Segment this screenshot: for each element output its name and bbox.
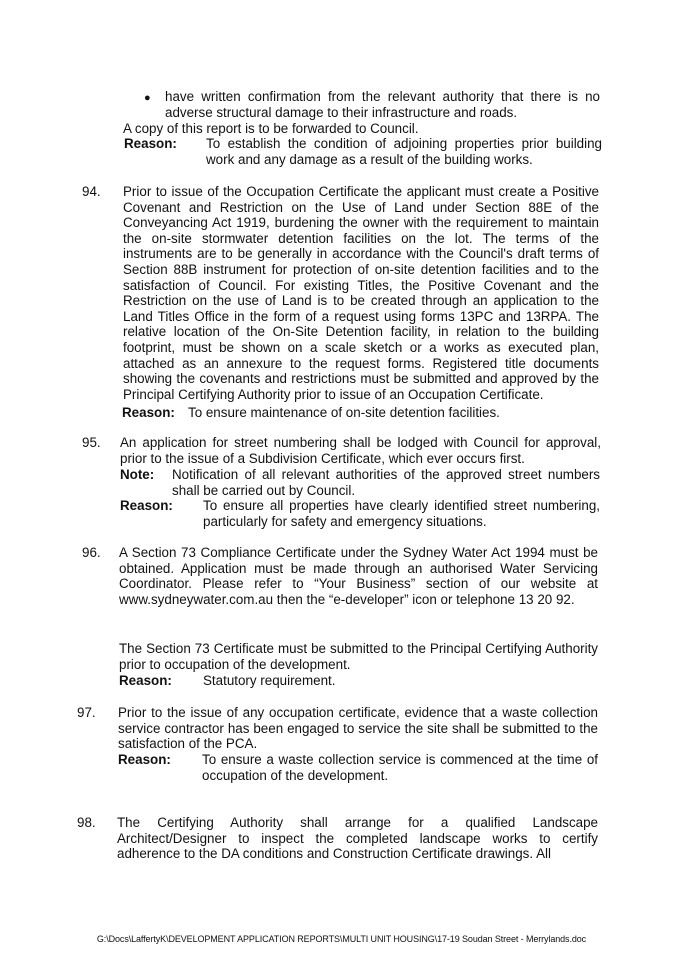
reason-label: Reason: [124,136,177,151]
item-text: The Certifying Authority shall arrange for a qualified Landscape Architect/Designer to inspect the completed landscape works to certify adherence to the DA conditions and Construction Certificate drawings. All [117,815,598,862]
reason-label: Reason: [122,405,175,420]
reason-label: Reason: [118,752,171,767]
item-text: A Section 73 Compliance Certificate under the Sydney Water Act 1994 must be obtained. Application must be made through an authorised Water Servicing Coordinator. Please refer to “Your Business” section of our website at www.sydneywater.com.au then the “e-developer” icon or telephone 13 20 92. [119,545,598,607]
reason-text: To establish the condition of adjoining properties prior building work and any damage as a result of the building works. [206,136,602,167]
item-number: 97. [77,705,96,720]
reason-text: To ensure maintenance of on-site detention facilities. [188,405,500,420]
note-text: Notification of all relevant authorities of the approved street numbers shall be carried out by Council. [172,467,600,498]
footer-file-path: G:\Docs\LaffertyK\DEVELOPMENT APPLICATION REPORTS\MULTI UNIT HOUSING\17-19 Soudan Street - Merrylands.doc [96,934,587,944]
bullet-icon: ● [144,92,151,104]
reason-text: To ensure a waste collection service is commenced at the time of occupation of the development. [202,752,598,783]
item-text: Prior to issue of the Occupation Certificate the applicant must create a Positive Covenant and Restriction on the Use of Land under Section 88E of the Conveyancing Act 1919, burdening the owner with the requirement to maintain the on-site stormwater detention facilities on the lot. The terms of the instruments are to be generally in accordance with the Council's draft terms of Section 88B instrument for protection of on-site detention facilities and to the satisfaction of Council. For existing Titles, the Positive Covenant and the Restriction on the use of Land is to be created through an application to the Land Titles Office in the form of a request using forms 13PC and 13RPA. The relative location of the On-Site Detention facility, in relation to the building footprint, must be shown on a scale sketch or a works as executed plan, attached as an annexure to the request forms. Registered title documents showing the covenants and restrictions must be submitted and approved by the Principal Certifying Authority prior to issue of an Occupation Certificate. [123,184,599,402]
item-number: 95. [82,435,101,450]
item-number: 98. [77,815,96,830]
reason-label: Reason: [120,498,173,513]
item-text-2: The Section 73 Certificate must be submitted to the Principal Certifying Authority prior to occupation of the development. [119,641,598,672]
item-number: 96. [82,545,101,560]
reason-text: Statutory requirement. [203,673,336,688]
item-number: 94. [82,184,101,199]
bullet-text: have written confirmation from the relevant authority that there is no adverse structural damage to their infrastructure and roads. [165,89,600,120]
copy-note: A copy of this report is to be forwarded to Council. [123,121,419,136]
reason-label: Reason: [119,673,172,688]
item-text: An application for street numbering shall be lodged with Council for approval, prior to the issue of a Subdivision Certificate, which ever occurs first. [120,435,601,466]
reason-text: To ensure all properties have clearly identified street numbering, particularly for safety and emergency situations. [203,498,600,529]
item-text: Prior to the issue of any occupation certificate, evidence that a waste collection service contractor has been engaged to service the site shall be submitted to the satisfaction of the PCA. [118,705,598,752]
note-label: Note: [120,467,155,482]
